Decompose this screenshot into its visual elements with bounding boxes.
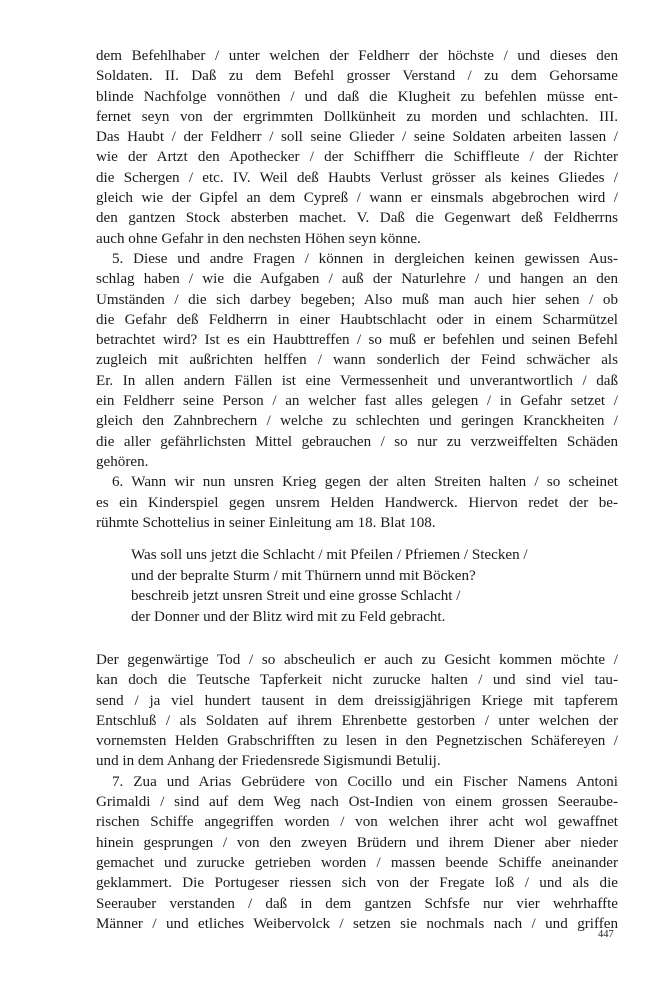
text-line: auch ohne Gefahr in den nechsten Höhen seyn könne. [96,230,421,247]
text-line: es ein Kinderspiel gegen unsrem Helden Handwerck. Hiervon redet der be- [96,494,618,511]
body-text-upper [96,46,618,533]
text-line: Entschluß / als Soldaten auf ihrem Ehrenbette gestorben / unter welchen der [96,712,618,729]
text-line: schlag haben / wie die Aufgaben / auß der Naturlehre / und hangen an den [96,271,618,288]
text-line: gleich wie der Gipfel an dem Cypreß / wann er einsmals abgebrochen wird / [96,190,618,207]
text-line: zugleich mit außrichten helffen / wann sonderlich der Feind schwächer als [96,352,618,369]
text-line: vornemsten Helden Grabschrifften zu lesen in den Pegnetzischen Schäfereyen / [96,733,618,750]
text-line: die Schergen / etc. IV. Weil deß Haubts Verlust grösser als keines Gliedes / [96,169,618,186]
text-line: die Gefahr deß Feldherrn in einer Haubtschlacht oder in einem Scharmützel [96,311,618,328]
text-line: send / ja viel hundert tausent in dem dreissigjährigen Kriege mit tapferem [96,692,618,709]
paragraph-start-7: 7. Zua und Arias Gebrüdere von Cocillo und ein Fischer Namens Antoni [112,773,618,790]
verse-line: beschreib jetzt unsren Streit und eine grosse Schlacht / [131,588,461,604]
text-line: Der gegenwärtige Tod / so abscheulich er auch zu Gesicht kommen möchte / [96,652,618,668]
text-line: wie der Artzt den Apothecker / der Schiffherr die Schiffleute / der Richter [96,149,618,166]
text-line: Er. In allen andern Fällen ist eine Vermessenheit und unverantwortlich / daß [96,372,618,389]
text-line: kan doch die Teutsche Tapferkeit nicht zurucke halten / und sind viel tau- [96,672,618,689]
text-line: Das Haubt / der Feldherr / soll seine Glieder / seine Soldaten arbeiten lassen / [96,129,618,146]
text-line: den gantzen Stock absterben machet. V. Daß die Gegenwart deß Feldherrns [96,210,618,227]
text-line: gleich den Zahnbrechern / welche zu schlechten und geringen Kranckheiten / [96,413,618,430]
verse-line: und der bepralte Sturm / mit Thürnern unnd mit Böcken? [131,567,476,584]
text-line: rühmte Schottelius in seiner Einleitung am 18. Blat 108. [96,514,436,531]
text-line: betrachtet wird? Ist es ein Haubttreffen / so muß er befehlen und seinen Befehl [96,332,618,349]
text-line: und in dem Anhang der Friedensrede Sigismundi Betulij. [96,753,441,770]
text-line: Soldaten. II. Daß zu dem Befehl grosser Verstand / zu dem Gehorsame [96,68,618,85]
body-text-lower [96,650,618,934]
verse-line: Was soll uns jetzt die Schlacht / mit Pfeilen / Pfriemen / Stecken / [131,547,528,563]
text-line: fernet seyn von der ergrimmten Dollkünheit zu morden und schlachten. III. [96,108,618,125]
text-line: gemachet und zurucke getrieben worden / massen beende Schiffe aneinander [96,854,618,871]
text-line: Umständen / die sich darbey begeben; Also muß man auch hier sehen / ob [96,291,618,308]
text-line: Männer / und etliches Weibervolck / setzen sie nochmals nach / und griffen [96,915,618,932]
text-line: Seerauber verstanden / daß in dem gantzen Schfsfe nur vier wehrhaffte [96,895,618,912]
verse-quotation [131,545,528,627]
text-line: dem Befehlhaber / unter welchen der Feldherr der höchste / und dieses den [96,48,618,64]
text-line: die aller gefährlichsten Mittel gebrauchen / so nur zu verzweiffelten Schäden [96,433,618,450]
paragraph-start-6: 6. Wann wir nun unsren Krieg gegen der alten Streiten halten / so scheinet [112,474,618,491]
text-line: ein Feldherr seine Person / an welcher fast alles gelegen / in Gefahr setzet / [96,393,618,410]
paragraph-start-5: 5. Diese und andre Fragen / können in dergleichen keinen gewissen Aus- [112,250,618,267]
text-line: geklammert. Die Portugeser riessen sich von der Fregate loß / und als die [96,875,618,892]
verse-line: der Donner und der Blitz wird mit zu Feld gebracht. [131,608,446,625]
page-number: 447 [598,929,614,940]
text-line: blinde Nachfolge vonnöthen / und daß die Klugheit zu befehlen müsse ent- [96,88,618,105]
text-line: Grimaldi / sind auf dem Weg nach Ost-Indien von einem grossen Seeraube- [96,794,618,811]
text-line: hinein gesprungen / von den zweyen Brüdern und ihrem Diener aber nieder [96,834,618,851]
text-line: rischen Schiffe angegriffen worden / von welchen ihrer acht wol gewaffnet [96,814,618,831]
text-line: gehören. [96,453,149,470]
